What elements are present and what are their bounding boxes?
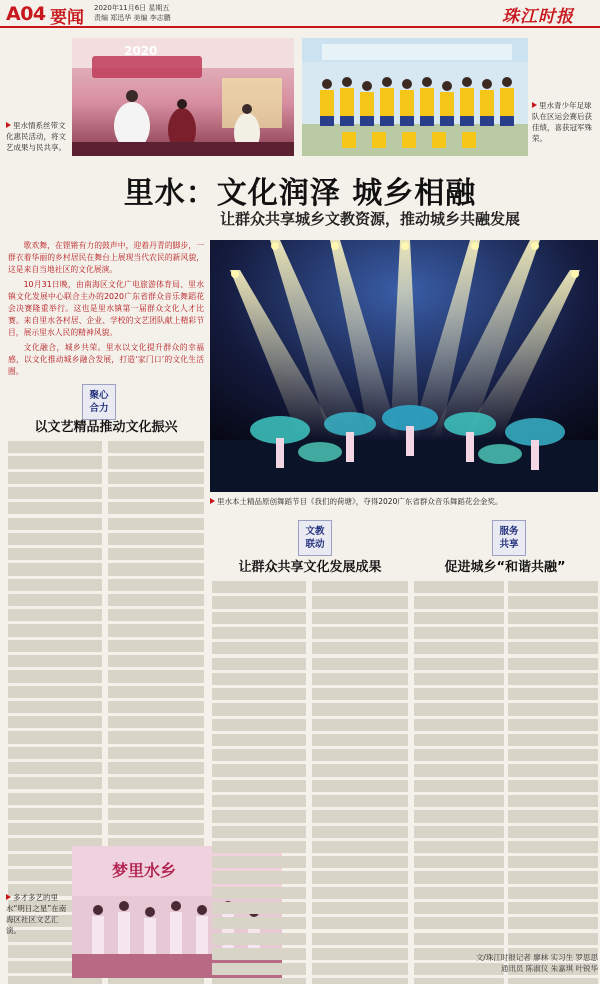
- credit-reporters: 文/珠江时报记者 廖林 实习生 罗思思: [475, 953, 598, 962]
- right-col-a-text: [414, 578, 504, 948]
- issue-editors: 责编 郑迅华 美编 李志鹏: [94, 14, 171, 22]
- page-number: A04: [6, 3, 46, 25]
- text-block: [212, 581, 306, 984]
- main-photo-caption: 里水本土精品原创舞蹈节目《我们的荷塘》，夺得2020广东省群众音乐舞蹈花会金奖。: [210, 496, 598, 507]
- caption-arrow-icon: [6, 894, 11, 900]
- football-team-image: [302, 38, 528, 156]
- badge-juxin-heli: 聚心合力: [82, 384, 116, 420]
- text-block: [312, 581, 408, 984]
- mid-col-b-text: [312, 578, 408, 978]
- photo-dance-stage: [72, 38, 294, 156]
- stage-performance-image: [210, 240, 598, 492]
- left-col-b-text: [108, 438, 204, 838]
- text-block: [414, 581, 504, 984]
- photo-sign-text: 2020: [124, 44, 158, 58]
- text-block: [508, 581, 598, 984]
- badge-wenjiao-liandong: 文教联动: [298, 520, 332, 556]
- photo3-caption: 多才多艺的里水“明日之星”在南海区社区文艺汇演。: [6, 893, 67, 935]
- article-credits: [412, 952, 598, 974]
- section-name: 要闻: [50, 8, 84, 28]
- masthead: [0, 0, 600, 28]
- mid-col-a-text: [212, 578, 306, 978]
- caption-arrow-icon: [532, 102, 537, 108]
- photo2-caption: 里水青少年足球队在区运会赛后获佳绩，喜获冠军殊荣。: [532, 101, 592, 143]
- main-headline: 里水：文化润泽 城乡相融: [123, 176, 477, 211]
- issue-info: [94, 3, 171, 23]
- lead-paragraph-2: 10月31日晚，由南海区文化广电旅游体育局、里水镇文化发展中心联合主办的2020广东省群众音乐舞蹈花会决赛隆重举行。这也是里水镇第一届群众文化人才比赛。来自里水各村居、企业、学校的文艺团队献上精彩节目，展示里水人民的精神风貌。: [8, 279, 204, 338]
- paper-logo: 珠江时报: [502, 7, 574, 27]
- photo-sign-text: 梦里水乡: [112, 861, 177, 880]
- badge-fuwu-gongxiang: 服务共享: [492, 520, 526, 556]
- right-col-b-text: [508, 578, 598, 948]
- left-col-a-text: [8, 438, 102, 888]
- photo1-caption: 里水情系丝带文化惠民活动，将文艺成果与民共享。: [6, 121, 66, 152]
- dance-stage-image: [72, 38, 294, 156]
- photo-stage-performance: [210, 240, 598, 492]
- photo-football-team: [302, 38, 528, 156]
- caption-arrow-icon: [210, 498, 215, 504]
- left-section-title: 以文艺精品推动文化振兴: [34, 420, 178, 435]
- lead-paragraph-3: 文化融合，城乡共荣。里水以文化提升群众的幸福感，以文化推动城乡融合发展，打造‘家门口’的文化生活圈。: [8, 342, 204, 377]
- mid-section-title: 让群众共享文化发展成果: [238, 560, 382, 575]
- issue-date: 2020年11月6日 星期五: [94, 4, 170, 12]
- caption-arrow-icon: [6, 122, 11, 128]
- lead-section: [8, 240, 204, 378]
- sub-headline: 让群众共享城乡文教资源，推动城乡共融发展: [219, 210, 520, 228]
- right-section-title: 促进城乡“和谐共融”: [444, 560, 566, 575]
- lead-paragraph-1: 歌欢舞，在铿锵有力的鼓声中，迎着丹青的脚步，一群衣着华丽的乡村居民在舞台上展现当代农民的新风貌，这是来自当地社区的文化展演。: [8, 241, 204, 275]
- credit-correspondents: 通讯员 陈淑仪 朱嘉琪 叶锐华: [500, 964, 598, 973]
